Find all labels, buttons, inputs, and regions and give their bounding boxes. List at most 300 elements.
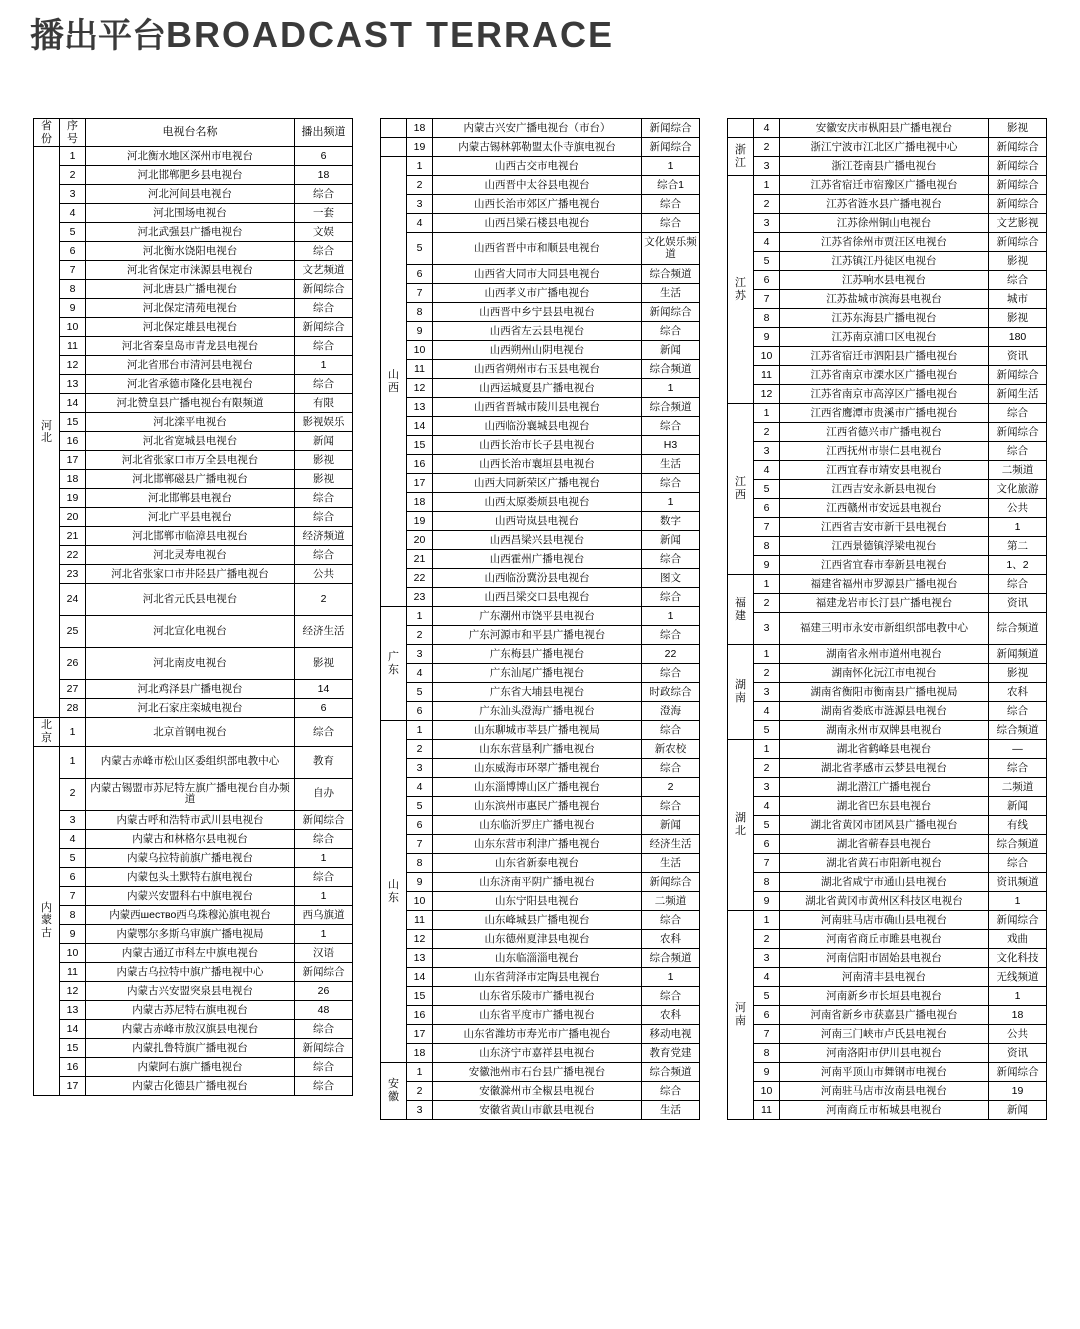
row-name: 河北南皮电视台: [86, 648, 295, 680]
table-row: [728, 664, 1047, 683]
table-row: [728, 404, 1047, 423]
row-channel: 综合: [295, 375, 353, 394]
province-cell: 安徽: [381, 1063, 407, 1120]
row-no: 8: [754, 1044, 780, 1063]
table-row: [381, 1101, 700, 1120]
row-channel: 1: [642, 157, 700, 176]
table-row: [34, 147, 353, 166]
row-channel: 一套: [295, 204, 353, 223]
row-no: 16: [60, 1057, 86, 1076]
row-no: 5: [60, 223, 86, 242]
row-name: 山东济南平阴广播电视台: [433, 873, 642, 892]
row-no: 6: [754, 271, 780, 290]
row-no: 1: [60, 147, 86, 166]
row-no: 8: [60, 280, 86, 299]
province-cell: 内蒙古: [34, 746, 60, 1095]
row-name: 山西运城夏县广播电视台: [433, 379, 642, 398]
table-row: [34, 527, 353, 546]
row-name: 山西省晋中市和顺县电视台: [433, 233, 642, 265]
row-no: 2: [754, 664, 780, 683]
row-channel: 新闻综合: [642, 138, 700, 157]
row-channel: 新闻综合: [295, 280, 353, 299]
row-no: 5: [754, 816, 780, 835]
table-row: [34, 810, 353, 829]
table-column-2: [380, 118, 700, 1120]
province-cell: 浙江: [728, 138, 754, 176]
row-channel: 综合: [642, 987, 700, 1006]
row-no: 17: [60, 451, 86, 470]
row-name: 广东汕尾广播电视台: [433, 664, 642, 683]
row-no: 22: [407, 569, 433, 588]
row-channel: 1: [642, 607, 700, 626]
row-name: 湖南省衡阳市衡南县广播电视局: [780, 683, 989, 702]
province-cell: 江苏: [728, 176, 754, 404]
row-no: 2: [754, 594, 780, 613]
row-no: 5: [754, 987, 780, 1006]
table-row: [381, 911, 700, 930]
row-channel: 文娱: [295, 223, 353, 242]
row-no: 14: [407, 417, 433, 436]
table-row: [381, 968, 700, 987]
row-channel: 生活: [642, 455, 700, 474]
row-channel: 综合: [642, 721, 700, 740]
table-row: [728, 537, 1047, 556]
table-row: [728, 721, 1047, 740]
row-channel: 新闻: [989, 1101, 1047, 1120]
row-name: 河北赞皇县广播电视台有限频道: [86, 394, 295, 413]
table-row: [34, 1000, 353, 1019]
row-name: 江西省吉安市新干县电视台: [780, 518, 989, 537]
row-no: 11: [60, 962, 86, 981]
table-row: [34, 489, 353, 508]
table-row: [728, 252, 1047, 271]
row-channel: 1: [642, 379, 700, 398]
row-no: 16: [407, 1006, 433, 1025]
table-row: [381, 455, 700, 474]
row-channel: 二频道: [989, 778, 1047, 797]
table-row: [728, 499, 1047, 518]
header-name: 电视台名称: [86, 119, 295, 147]
table-row: [381, 626, 700, 645]
row-name: 浙江宁波市江北区广播电视中心: [780, 138, 989, 157]
row-no: 7: [407, 835, 433, 854]
row-name: 山东省潍坊市寿光市广播电视台: [433, 1025, 642, 1044]
table-row: [728, 854, 1047, 873]
row-name: 河北灵寿电视台: [86, 546, 295, 565]
header-channel: 播出频道: [295, 119, 353, 147]
row-name: 江西省德兴市广播电视台: [780, 423, 989, 442]
table-row: [728, 873, 1047, 892]
table-row: [34, 829, 353, 848]
row-name: 江苏省徐州市贾汪区电视台: [780, 233, 989, 252]
row-channel: 综合: [295, 1057, 353, 1076]
row-channel: 22: [642, 645, 700, 664]
table-row: [728, 594, 1047, 613]
row-name: 内蒙阿右旗广播电视台: [86, 1057, 295, 1076]
header-no: 序号: [60, 119, 86, 147]
table-row: [34, 962, 353, 981]
row-no: 9: [60, 924, 86, 943]
row-channel: 新闻: [642, 816, 700, 835]
row-no: 14: [60, 1019, 86, 1038]
table-column-3: [727, 118, 1047, 1120]
province-cell: 江西: [728, 404, 754, 575]
table-row: [34, 223, 353, 242]
row-name: 河北省邢台市清河县电视台: [86, 356, 295, 375]
table-row: [34, 905, 353, 924]
row-name: 湖北潜江广播电视台: [780, 778, 989, 797]
table-row: [34, 299, 353, 318]
row-name: 湖北省蕲春县电视台: [780, 835, 989, 854]
row-channel: 影视: [295, 470, 353, 489]
table-row: [34, 886, 353, 905]
row-name: 山西长治市襄垣县电视台: [433, 455, 642, 474]
row-name: 河南平顶山市舞钢市电视台: [780, 1063, 989, 1082]
table-row: [34, 1038, 353, 1057]
table-row: [34, 413, 353, 432]
row-channel: 新闻综合: [989, 1063, 1047, 1082]
row-name: 内蒙古兴安盟突泉县电视台: [86, 981, 295, 1000]
row-channel: 6: [295, 147, 353, 166]
row-channel: 综合: [989, 854, 1047, 873]
table-row: [34, 375, 353, 394]
row-no: 18: [60, 470, 86, 489]
row-name: 山西省大同市大同县电视台: [433, 265, 642, 284]
row-channel: 新闻综合: [295, 810, 353, 829]
row-no: 16: [60, 432, 86, 451]
row-name: 广东省大埔县电视台: [433, 683, 642, 702]
row-channel: 综合频道: [642, 398, 700, 417]
row-name: 湖北省黄冈市团风县广播电视台: [780, 816, 989, 835]
table-row: [34, 394, 353, 413]
row-name: 山东德州夏津县电视台: [433, 930, 642, 949]
row-name: 湖北省黄冈市黄州区科技区电视台: [780, 892, 989, 911]
row-no: 4: [754, 968, 780, 987]
row-channel: 1: [295, 886, 353, 905]
row-name: 山东威海市环翠广播电视台: [433, 759, 642, 778]
table-row: [381, 588, 700, 607]
row-channel: 综合: [295, 867, 353, 886]
row-no: 4: [60, 204, 86, 223]
broadcast-table-3: [727, 118, 1047, 1120]
row-name: 河北唐县广播电视台: [86, 280, 295, 299]
header-province: 省份: [34, 119, 60, 147]
table-row: [381, 816, 700, 835]
province-cell: 湖北: [728, 740, 754, 911]
row-name: 山西昌梁兴县电视台: [433, 531, 642, 550]
row-name: 河北省元氏县电视台: [86, 584, 295, 616]
row-no: 5: [407, 683, 433, 702]
table-columns-container: [0, 118, 1080, 1120]
row-name: 江苏省南京市高淳区广播电视台: [780, 385, 989, 404]
page-title-cn: 播出平台: [30, 17, 166, 55]
row-name: 江苏盐城市滨海县电视台: [780, 290, 989, 309]
row-no: 28: [60, 699, 86, 718]
table-row: [728, 347, 1047, 366]
row-name: 内蒙古锡盟市苏尼特左旗广播电视台自办频道: [86, 778, 295, 810]
table-row: [381, 854, 700, 873]
row-channel: 综合: [642, 664, 700, 683]
row-name: 河北省张家口市井陉县广播电视台: [86, 565, 295, 584]
row-no: 11: [407, 360, 433, 379]
row-name: 山西晋中乡宁县县电视台: [433, 303, 642, 322]
row-no: 2: [60, 166, 86, 185]
row-name: 河北邯郸磁县广播电视台: [86, 470, 295, 489]
row-name: 山西朔州山阴电视台: [433, 341, 642, 360]
table-row: [728, 385, 1047, 404]
table-row: [381, 607, 700, 626]
row-no: 12: [60, 981, 86, 1000]
table-row: [381, 949, 700, 968]
row-channel: 新闻综合: [295, 962, 353, 981]
row-no: 6: [407, 265, 433, 284]
row-no: 24: [60, 584, 86, 616]
row-channel: 综合: [642, 626, 700, 645]
row-name: 内蒙古赤峰市敖汉旗县电视台: [86, 1019, 295, 1038]
row-name: 江苏镇江丹徒区电视台: [780, 252, 989, 271]
row-channel: 文艺频道: [295, 261, 353, 280]
province-cell-continued: [381, 119, 407, 138]
row-channel: 资讯: [989, 1044, 1047, 1063]
row-no: 15: [407, 436, 433, 455]
row-name: 河北邯郸县电视台: [86, 489, 295, 508]
table-row: [34, 508, 353, 527]
table-row: [34, 337, 353, 356]
table-row: [381, 873, 700, 892]
table-row: [34, 470, 353, 489]
table-row: [381, 176, 700, 195]
row-name: 河北邯郸肥乡县电视台: [86, 166, 295, 185]
row-channel: 26: [295, 981, 353, 1000]
row-no: 6: [407, 816, 433, 835]
row-channel: 西乌旗道: [295, 905, 353, 924]
row-no: 1: [407, 1063, 433, 1082]
row-channel: 资讯: [989, 594, 1047, 613]
table-row: [381, 379, 700, 398]
row-name: 江西省鹰潭市贵溪市广播电视台: [780, 404, 989, 423]
table-row: [728, 328, 1047, 347]
table-header-row: [34, 119, 353, 147]
row-no: 13: [60, 1000, 86, 1019]
row-channel: 新闻综合: [295, 1038, 353, 1057]
row-name: 湖北省咸宁市通山县电视台: [780, 873, 989, 892]
row-no: 4: [754, 797, 780, 816]
row-no: 13: [407, 949, 433, 968]
table-row: [728, 1101, 1047, 1120]
row-no: 5: [754, 480, 780, 499]
row-no: 5: [754, 252, 780, 271]
row-name: 山东省平度市广播电视台: [433, 1006, 642, 1025]
row-channel: 农科: [989, 683, 1047, 702]
page-title-en: BROADCAST TERRACE: [166, 14, 614, 55]
broadcast-table-2: [380, 118, 700, 1120]
table-row: [381, 740, 700, 759]
row-name: 河北石家庄栾城电视台: [86, 699, 295, 718]
row-channel: 综合: [642, 911, 700, 930]
row-channel: 综合频道: [642, 360, 700, 379]
row-channel: 文化科技: [989, 949, 1047, 968]
row-channel: 经济频道: [295, 527, 353, 546]
table-row: [34, 185, 353, 204]
row-no: 19: [60, 489, 86, 508]
row-channel: 文化娱乐频道: [642, 233, 700, 265]
table-row: [381, 284, 700, 303]
row-channel: 新闻综合: [295, 318, 353, 337]
row-channel: 综合: [295, 829, 353, 848]
row-channel: H3: [642, 436, 700, 455]
row-channel: 综合: [989, 575, 1047, 594]
row-channel: 综合: [295, 489, 353, 508]
row-channel: 18: [989, 1006, 1047, 1025]
row-no: 21: [407, 550, 433, 569]
row-name: 山西大同新荣区广播电视台: [433, 474, 642, 493]
table-row: [728, 1025, 1047, 1044]
row-channel: 新闻综合: [642, 873, 700, 892]
row-no: 7: [754, 290, 780, 309]
row-no: 7: [60, 886, 86, 905]
table-row: [728, 892, 1047, 911]
row-no: 8: [754, 537, 780, 556]
table-row: [381, 531, 700, 550]
row-name: 湖南怀化沅江市电视台: [780, 664, 989, 683]
table-row: [728, 518, 1047, 537]
row-name: 江西省宜春市奉新县电视台: [780, 556, 989, 575]
row-name: 广东梅县广播电视台: [433, 645, 642, 664]
row-channel: 教育: [295, 746, 353, 778]
table-row: [728, 930, 1047, 949]
row-channel: 综合: [642, 417, 700, 436]
row-channel: 影视: [989, 119, 1047, 138]
table-row: [381, 360, 700, 379]
row-name: 内蒙扎鲁特旗广播电视台: [86, 1038, 295, 1057]
row-name: 山西晋中太谷县电视台: [433, 176, 642, 195]
province-cell: 河南: [728, 911, 754, 1120]
row-no: 5: [60, 848, 86, 867]
table-row: [728, 214, 1047, 233]
row-channel: 综合: [642, 214, 700, 233]
row-name: 山西省晋城市陵川县电视台: [433, 398, 642, 417]
row-name: 河南商丘市柘城县电视台: [780, 1101, 989, 1120]
row-no: 8: [60, 905, 86, 924]
row-no: 1: [754, 911, 780, 930]
table-row: [381, 195, 700, 214]
row-name: 河北省秦皇岛市青龙县电视台: [86, 337, 295, 356]
row-no: 11: [754, 1101, 780, 1120]
row-no: 27: [60, 680, 86, 699]
row-no: 5: [407, 233, 433, 265]
row-channel: 城市: [989, 290, 1047, 309]
row-no: 10: [407, 892, 433, 911]
table-row: [381, 683, 700, 702]
row-channel: 资讯: [989, 347, 1047, 366]
row-channel: 影视娱乐: [295, 413, 353, 432]
row-no: 6: [754, 499, 780, 518]
row-channel: 有线: [989, 816, 1047, 835]
table-row: [381, 512, 700, 531]
row-channel: 1: [989, 892, 1047, 911]
table-row: [381, 493, 700, 512]
row-no: 5: [754, 721, 780, 740]
row-name: 河南省商丘市雎县电视台: [780, 930, 989, 949]
row-channel: 新闻综合: [642, 303, 700, 322]
row-channel: 1: [642, 968, 700, 987]
row-name: 江西景德镇浮梁电视台: [780, 537, 989, 556]
row-name: 内蒙古赤峰市松山区委组织部电教中心: [86, 746, 295, 778]
row-no: 3: [754, 778, 780, 797]
row-name: 内蒙西шество西乌珠穆沁旗电视台: [86, 905, 295, 924]
row-name: 内蒙古乌拉特中旗广播电视中心: [86, 962, 295, 981]
row-channel: 戏曲: [989, 930, 1047, 949]
row-no: 18: [407, 493, 433, 512]
table-row: [728, 911, 1047, 930]
row-channel: 新闻综合: [989, 157, 1047, 176]
row-no: 7: [754, 854, 780, 873]
table-row: [381, 778, 700, 797]
row-no: 4: [754, 119, 780, 138]
table-row: [728, 683, 1047, 702]
table-row: [381, 265, 700, 284]
row-name: 山东济宁市嘉祥县电视台: [433, 1044, 642, 1063]
row-no: 6: [754, 835, 780, 854]
row-channel: 新农校: [642, 740, 700, 759]
row-channel: 48: [295, 1000, 353, 1019]
row-channel: 综合频道: [989, 721, 1047, 740]
table-row: [34, 616, 353, 648]
table-row: [728, 309, 1047, 328]
row-no: 7: [754, 518, 780, 537]
row-channel: 资讯频道: [989, 873, 1047, 892]
row-no: 12: [754, 385, 780, 404]
row-no: 7: [60, 261, 86, 280]
table-row: [728, 987, 1047, 1006]
row-no: 23: [60, 565, 86, 584]
row-channel: 文艺影视: [989, 214, 1047, 233]
province-cell: 广东: [381, 607, 407, 721]
table-row: [34, 432, 353, 451]
table-row: [728, 816, 1047, 835]
row-channel: 新闻综合: [989, 911, 1047, 930]
table-row: [34, 261, 353, 280]
row-no: 4: [407, 664, 433, 683]
row-no: 9: [60, 299, 86, 318]
row-channel: 综合: [989, 759, 1047, 778]
row-channel: 综合: [295, 242, 353, 261]
table-row: [34, 1076, 353, 1095]
row-no: 8: [754, 309, 780, 328]
row-no: 3: [407, 195, 433, 214]
row-channel: 综合: [295, 185, 353, 204]
row-no: 12: [407, 930, 433, 949]
table-row: [381, 892, 700, 911]
table-row: [728, 461, 1047, 480]
row-name: 湖北省黄石市阳新电视台: [780, 854, 989, 873]
row-name: 江苏东海县广播电视台: [780, 309, 989, 328]
table-row: [728, 1063, 1047, 1082]
table-row: [728, 290, 1047, 309]
row-name: 内蒙古锡林郭勒盟太仆寺旗电视台: [433, 138, 642, 157]
row-channel: 综合1: [642, 176, 700, 195]
row-no: 18: [407, 119, 433, 138]
table-row: [728, 645, 1047, 664]
table-row: [381, 569, 700, 588]
row-channel: 新闻: [989, 797, 1047, 816]
table-row: [728, 1082, 1047, 1101]
row-channel: 新闻生活: [989, 385, 1047, 404]
row-channel: 公共: [989, 499, 1047, 518]
row-no: 4: [60, 829, 86, 848]
row-no: 18: [407, 1044, 433, 1063]
row-no: 15: [407, 987, 433, 1006]
